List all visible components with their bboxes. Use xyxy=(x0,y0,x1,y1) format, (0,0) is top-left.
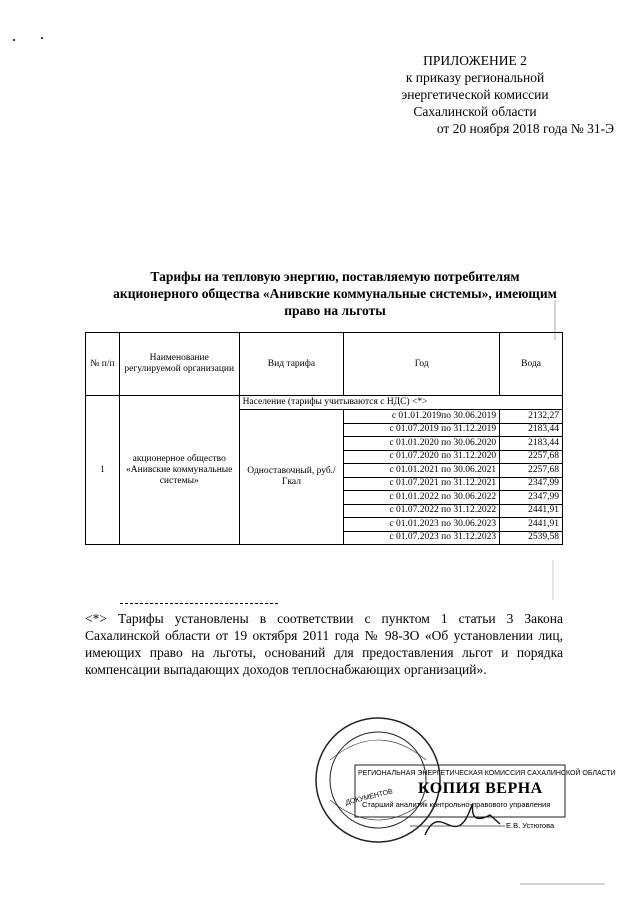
title-line-2: акционерного общества «Анивские коммунальные системы», имеющим xyxy=(113,286,557,301)
header-type: Вид тарифа xyxy=(239,333,344,396)
row-number: 1 xyxy=(86,396,120,545)
period-cell: с 01.01.2019по 30.06.2019 xyxy=(344,410,500,424)
appendix-title: ПРИЛОЖЕНИЕ 2 xyxy=(423,53,527,68)
header-org: Наименование регулируемой организации xyxy=(119,333,239,396)
seal-inner-ring xyxy=(330,732,426,828)
value-cell: 2257,68 xyxy=(500,450,563,464)
period-cell: с 01.01.2021 по 30.06.2021 xyxy=(344,464,500,478)
tariff-table xyxy=(85,332,563,545)
stamp-position: Старший аналитик контрольно-правового управления xyxy=(362,800,551,809)
header-num: № п/п xyxy=(86,333,120,396)
appendix-line-date: от 20 ноября 2018 года № 31-Э xyxy=(436,121,614,136)
value-cell: 2183,44 xyxy=(500,423,563,437)
seal-text-arc xyxy=(330,740,426,760)
value-cell: 2257,68 xyxy=(500,464,563,478)
header-year: Год xyxy=(344,333,500,396)
table-body xyxy=(86,396,563,545)
table-header-row xyxy=(86,333,563,396)
period-cell: с 01.01.2023 по 30.06.2023 xyxy=(344,518,500,532)
tariff-type: Одноставочный, руб./Гкал xyxy=(239,410,344,545)
speck-mark xyxy=(13,39,15,41)
appendix-line-commission: энергетической комиссии xyxy=(401,87,549,102)
period-cell: с 01.07.2023 по 31.12.2023 xyxy=(344,531,500,545)
value-cell: 2347,99 xyxy=(500,477,563,491)
value-cell: 2441,91 xyxy=(500,518,563,532)
header-water: Вода xyxy=(500,333,563,396)
period-cell: с 01.07.2021 по 31.12.2021 xyxy=(344,477,500,491)
stamp-copy-verified: КОПИЯ ВЕРНА xyxy=(418,780,543,797)
appendix-line-order: к приказу региональной xyxy=(405,70,545,85)
value-cell: 2183,44 xyxy=(500,437,563,451)
footnote: <*> Тарифы установлены в соответствии с пунктом 1 статьи 3 Закона Сахалинской области от 19 октября 2011 года № 98-ЗО «Об установлении лиц, имеющих право на льготы, оснований для предоставления льгот и порядка компенсации выпадающих доходов теплоснабжающих организаций». xyxy=(85,611,563,677)
title-line-3: право на льготы xyxy=(284,303,386,318)
value-cell: 2539,58 xyxy=(500,531,563,545)
organization-name: акционерное общество «Анивские коммунальные системы» xyxy=(119,396,239,545)
value-cell: 2441,91 xyxy=(500,504,563,518)
footnote-divider xyxy=(120,603,278,604)
title-line-1: Тарифы на тепловую энергию, поставляемую потребителям xyxy=(150,269,520,284)
population-row xyxy=(86,396,563,410)
stamp-documents-label: ДОКУМЕНТОВ xyxy=(344,788,394,807)
stamp-organization: РЕГИОНАЛЬНАЯ ЭНЕРГЕТИЧЕСКАЯ КОМИССИЯ САХАЛИНСКОЙ ОБЛАСТИ xyxy=(358,770,616,777)
appendix-line-region: Сахалинской области xyxy=(413,104,537,119)
period-cell: с 01.07.2020 по 31.12.2020 xyxy=(344,450,500,464)
period-cell: с 01.07.2022 по 31.12.2022 xyxy=(344,504,500,518)
stamp-signer: Е.В. Устюгова xyxy=(506,821,555,830)
document-title xyxy=(85,268,585,319)
population-label: Население (тарифы учитываются с НДС) <*> xyxy=(239,396,562,410)
appendix-header xyxy=(330,52,620,137)
value-cell: 2132,27 xyxy=(500,410,563,424)
period-cell: с 01.01.2022 по 30.06.2022 xyxy=(344,491,500,505)
period-cell: с 01.01.2020 по 30.06.2020 xyxy=(344,437,500,451)
value-cell: 2347,99 xyxy=(500,491,563,505)
speck-mark xyxy=(41,37,43,39)
period-cell: с 01.07.2019 по 31.12.2019 xyxy=(344,423,500,437)
